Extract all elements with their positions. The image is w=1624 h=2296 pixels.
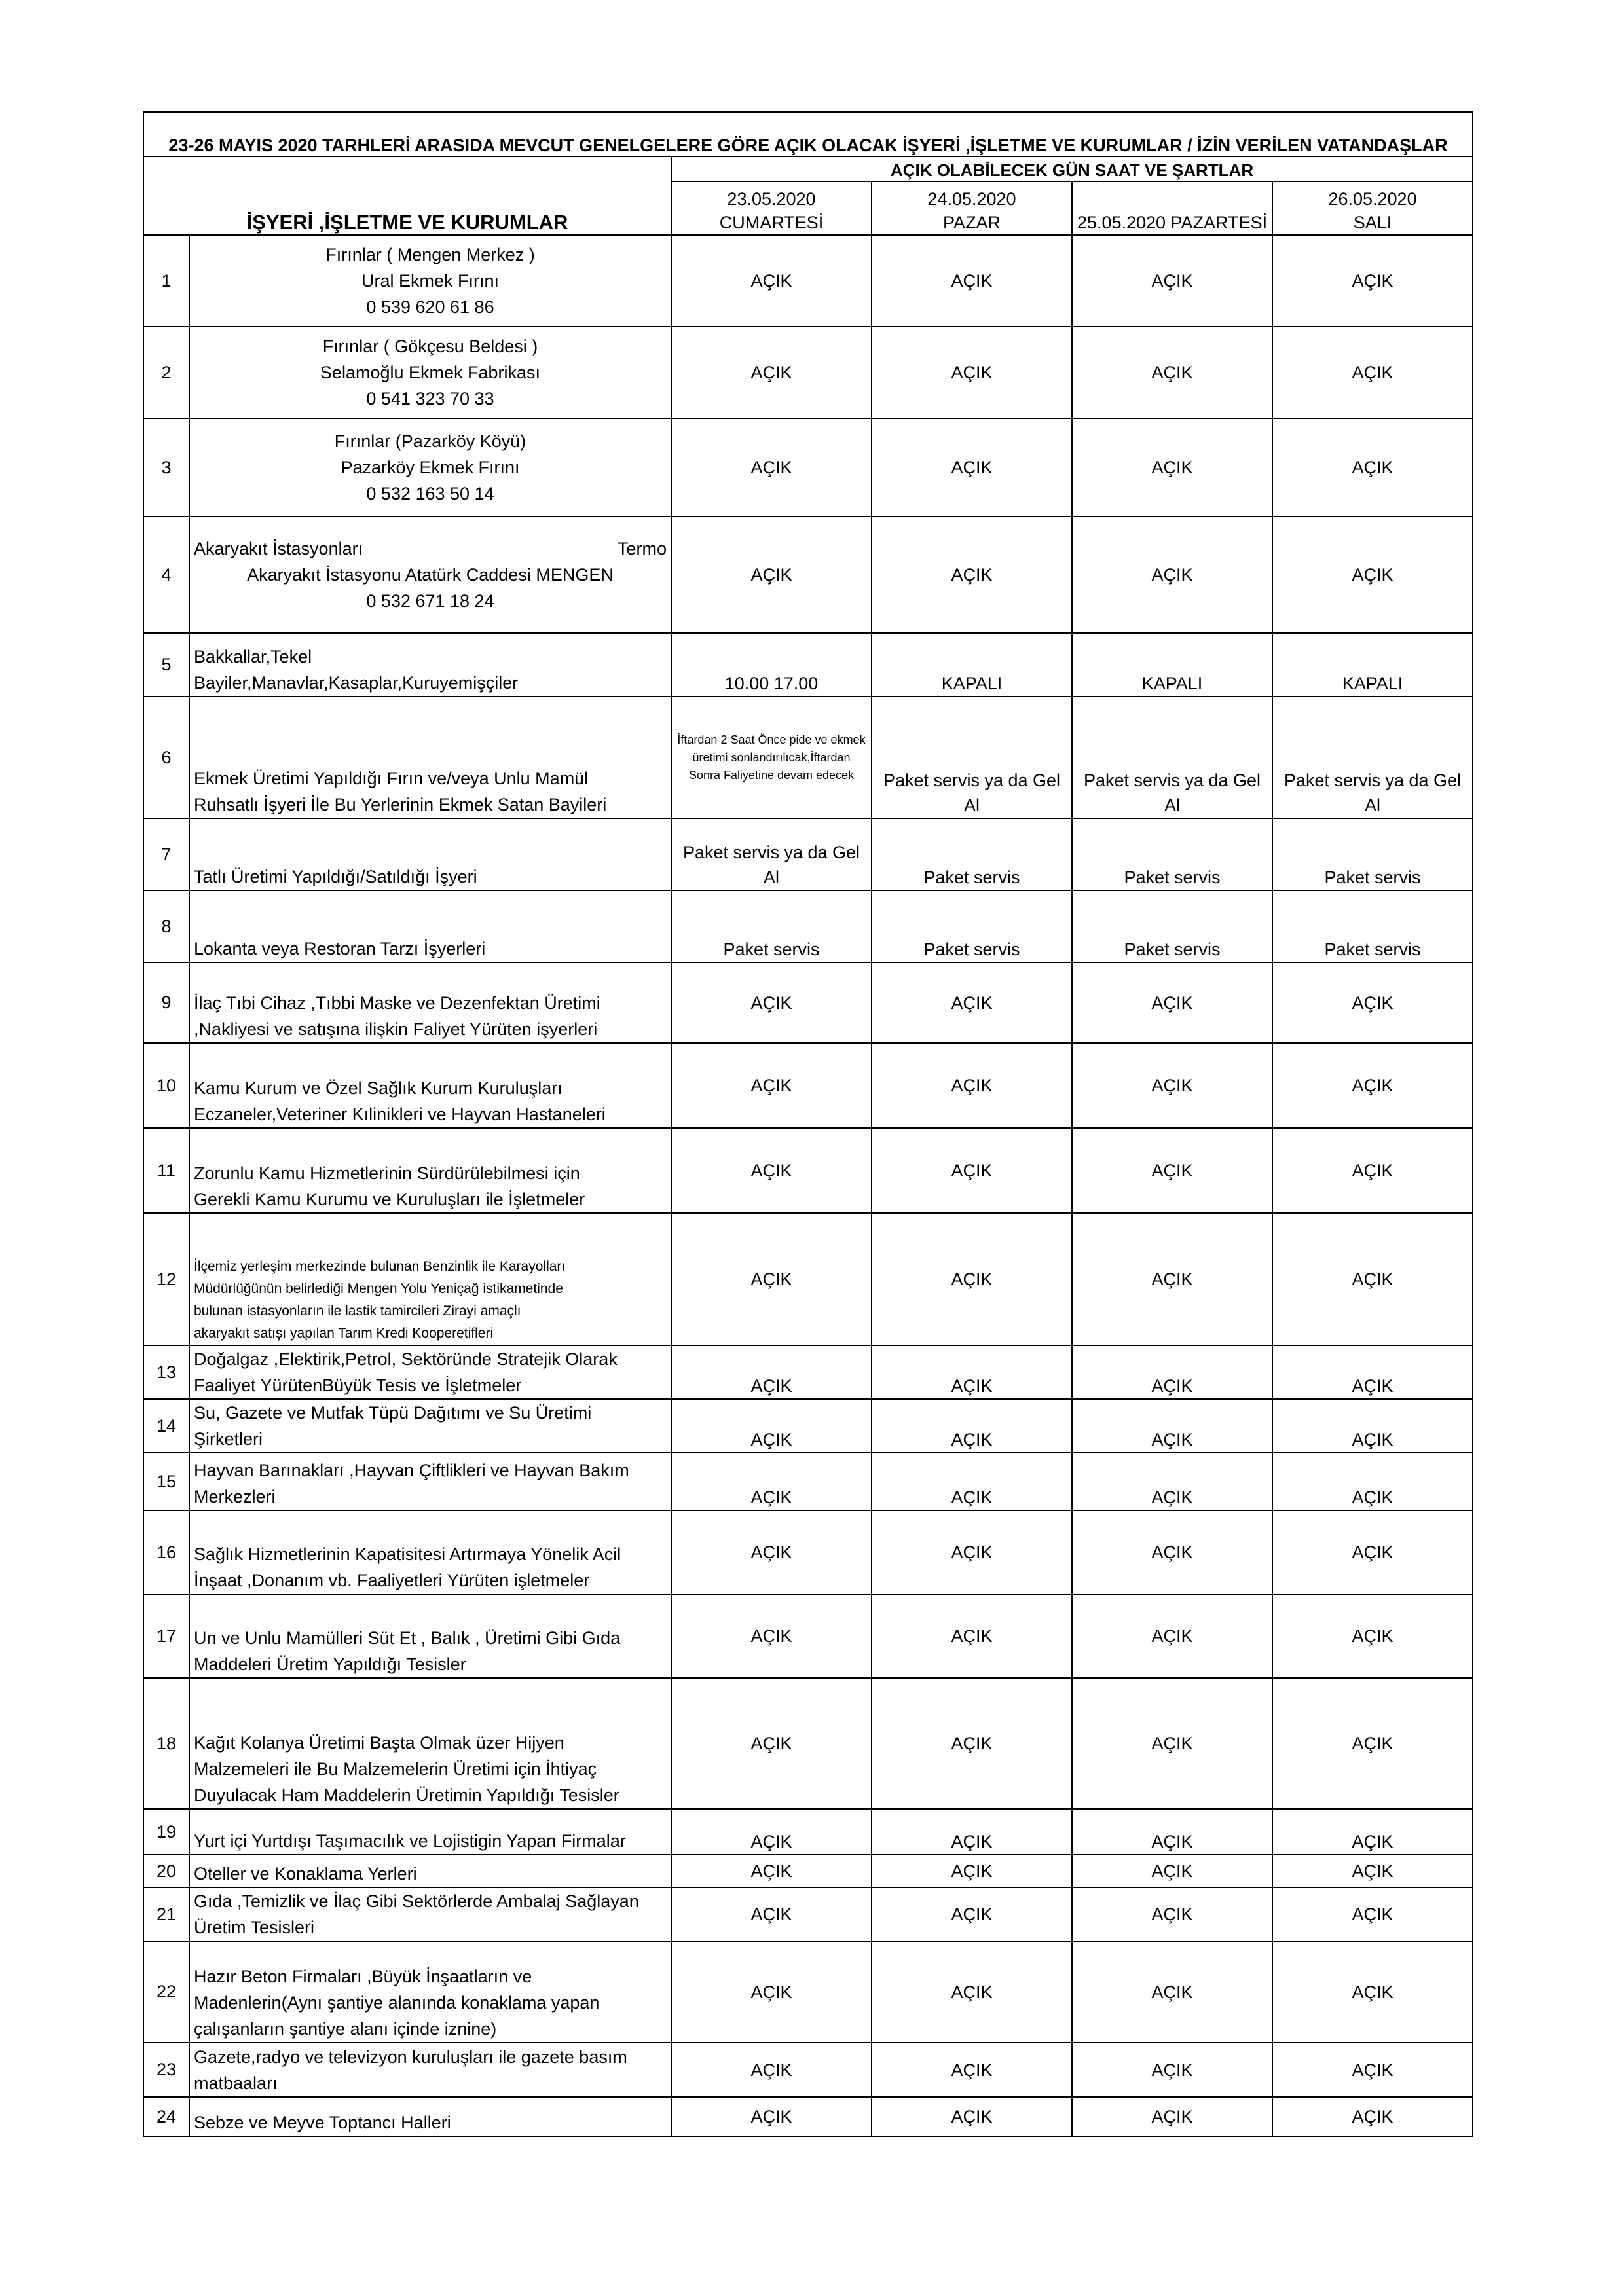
status-cell-day-4: AÇIK <box>1272 1043 1473 1128</box>
row-number: 17 <box>143 1594 189 1678</box>
establishment-line: Fırınlar ( Mengen Merkez ) <box>325 245 535 264</box>
status-cell-day-1: AÇIK <box>671 1213 872 1345</box>
status-cell-day-3: AÇIK <box>1072 1453 1272 1510</box>
status-cell-day-2: AÇIK <box>872 1678 1072 1809</box>
status-cell-day-4: AÇIK <box>1272 1855 1473 1887</box>
establishment-line: Kamu Kurum ve Özel Sağlık Kurum Kuruluşları <box>194 1078 563 1098</box>
establishment-line: Ekmek Üretimi Yapıldığı Fırın ve/veya Unlu Mamül <box>194 769 589 788</box>
establishment-line: Tatlı Üretimi Yapıldığı/Satıldığı İşyeri <box>194 867 477 886</box>
status-cell-day-1: AÇIK <box>671 2043 872 2097</box>
status-cell-day-1: AÇIK <box>671 1399 872 1453</box>
establishment-name <box>189 1855 671 1887</box>
title-row <box>143 112 1473 156</box>
establishment-name <box>189 962 671 1043</box>
status-cell-day-1: Paket servis ya da Gel Al <box>671 818 872 890</box>
establishment-name <box>189 2097 671 2136</box>
establishment-line: Fırınlar ( Gökçesu Beldesi ) <box>322 337 538 356</box>
table-row <box>143 517 1473 633</box>
status-cell-day-4: AÇIK <box>1272 1594 1473 1678</box>
establishment-line: Sağlık Hizmetlerinin Kapatisitesi Artırmaya Yönelik Acil <box>194 1544 621 1564</box>
row-number: 19 <box>143 1809 189 1855</box>
status-cell-day-3: AÇIK <box>1072 1855 1272 1887</box>
status-cell-day-2: Paket servis <box>872 818 1072 890</box>
establishment-line: ,Nakliyesi ve satışına ilişkin Faliyet Yürüten işyerleri <box>194 1019 598 1039</box>
status-cell-day-2: AÇIK <box>872 235 1072 327</box>
header-day-3 <box>1072 181 1272 235</box>
establishment-line: İnşaat ,Donanım vb. Faaliyetleri Yürüten işletmeler <box>194 1571 590 1590</box>
status-cell-day-1: İftardan 2 Saat Önce pide ve ekmek üretimi sonlandırılıcak,İftardan Sonra Faliyetine devam edecek <box>671 697 872 818</box>
status-cell-day-1: AÇIK <box>671 962 872 1043</box>
header-day-1-name: CUMARTESİ <box>719 213 824 232</box>
establishment-line: Doğalgaz ,Elektirik,Petrol, Sektöründe Stratejik Olarak <box>194 1349 618 1369</box>
establishment-line: Bakkallar,Tekel <box>194 647 312 666</box>
status-cell-day-3: AÇIK <box>1072 1399 1272 1453</box>
establishment-name <box>189 1594 671 1678</box>
status-cell-day-1: AÇIK <box>671 1594 872 1678</box>
row-number: 13 <box>143 1345 189 1399</box>
schedule-body <box>143 112 1473 2136</box>
establishment-line: Bayiler,Manavlar,Kasaplar,Kuruyemişçiler <box>194 673 519 693</box>
row-number: 21 <box>143 1887 189 1941</box>
status-cell-day-2: AÇIK <box>872 1399 1072 1453</box>
status-cell-day-1: AÇIK <box>671 1941 872 2043</box>
table-row <box>143 2043 1473 2097</box>
status-cell-day-4: AÇIK <box>1272 1510 1473 1594</box>
status-cell-day-2: AÇIK <box>872 962 1072 1043</box>
establishment-line: akaryakıt satışı yapılan Tarım Kredi Kooperetifleri <box>194 1326 494 1341</box>
establishment-name <box>189 327 671 418</box>
status-cell-day-3: AÇIK <box>1072 1809 1272 1855</box>
establishment-line: Su, Gazete ve Mutfak Tüpü Dağıtımı ve Su Üretimi <box>194 1403 592 1423</box>
status-cell-day-2: AÇIK <box>872 1043 1072 1128</box>
table-row <box>143 1941 1473 2043</box>
establishment-line: Termo <box>617 539 667 558</box>
status-cell-day-3: AÇIK <box>1072 2097 1272 2136</box>
establishment-line: Hazır Beton Firmaları ,Büyük İnşaatların ve <box>194 1967 532 1986</box>
establishment-line: 0 539 620 61 86 <box>366 297 494 317</box>
status-cell-day-1: AÇIK <box>671 235 872 327</box>
header-day-3-date: 25.05.2020 PAZARTESİ <box>1077 213 1268 232</box>
establishment-line: Üretim Tesisleri <box>194 1918 315 1937</box>
header-day-4-name: SALI <box>1353 213 1392 232</box>
table-row <box>143 697 1473 818</box>
status-cell-day-2: AÇIK <box>872 1510 1072 1594</box>
establishment-line: matbaaları <box>194 2073 278 2093</box>
row-number: 2 <box>143 327 189 418</box>
row-number: 12 <box>143 1213 189 1345</box>
row-number: 4 <box>143 517 189 633</box>
header-day-2-name: PAZAR <box>942 213 1001 232</box>
status-cell-day-2: AÇIK <box>872 1855 1072 1887</box>
establishment-name <box>189 1128 671 1213</box>
status-cell-day-4: AÇIK <box>1272 1809 1473 1855</box>
establishment-line: Fırınlar (Pazarköy Köyü) <box>334 431 526 451</box>
establishment-line: Gıda ,Temizlik ve İlaç Gibi Sektörlerde Ambalaj Sağlayan <box>194 1891 639 1911</box>
establishment-name <box>189 818 671 890</box>
row-number: 20 <box>143 1855 189 1887</box>
status-cell-day-1: AÇIK <box>671 1678 872 1809</box>
table-row <box>143 1678 1473 1809</box>
status-cell-day-3: AÇIK <box>1072 1887 1272 1941</box>
status-cell-day-2: KAPALI <box>872 633 1072 697</box>
establishment-line: Lokanta veya Restoran Tarzı İşyerleri <box>194 939 486 958</box>
status-cell-day-3: AÇIK <box>1072 418 1272 517</box>
status-cell-day-2: AÇIK <box>872 1594 1072 1678</box>
establishment-line: Yurt içi Yurtdışı Taşımacılık ve Lojistigin Yapan Firmalar <box>194 1831 626 1851</box>
status-cell-day-3: AÇIK <box>1072 327 1272 418</box>
establishment-line: Sebze ve Meyve Toptancı Halleri <box>194 2113 451 2132</box>
row-number: 7 <box>143 818 189 890</box>
status-cell-day-1: AÇIK <box>671 418 872 517</box>
establishment-line: Hayvan Barınakları ,Hayvan Çiftlikleri ve Hayvan Bakım <box>194 1461 629 1480</box>
establishment-line: Zorunlu Kamu Hizmetlerinin Sürdürülebilmesi için <box>194 1163 580 1183</box>
establishment-name <box>189 2043 671 2097</box>
status-cell-day-3: AÇIK <box>1072 1213 1272 1345</box>
row-number: 24 <box>143 2097 189 2136</box>
status-cell-day-4: AÇIK <box>1272 1678 1473 1809</box>
row-number: 23 <box>143 2043 189 2097</box>
status-cell-day-3: Paket servis <box>1072 890 1272 962</box>
row-number: 8 <box>143 890 189 962</box>
status-cell-day-4: AÇIK <box>1272 1213 1473 1345</box>
establishment-line: Eczaneler,Veteriner Kılinikleri ve Hayvan Hastaneleri <box>194 1104 606 1124</box>
status-cell-day-4: KAPALI <box>1272 633 1473 697</box>
header-establishments: İŞYERİ ,İŞLETME VE KURUMLAR <box>143 156 671 235</box>
document-title: 23-26 MAYIS 2020 TARHLERİ ARASIDA MEVCUT GENELGELERE GÖRE AÇIK OLACAK İŞYERİ ,İŞLETME VE KURUMLAR / İZİN VERİLEN VATANDAŞLAR <box>143 112 1473 156</box>
status-cell-day-2: AÇIK <box>872 1887 1072 1941</box>
status-cell-day-4: AÇIK <box>1272 418 1473 517</box>
establishment-line: Ruhsatlı İşyeri İle Bu Yerlerinin Ekmek Satan Bayileri <box>194 795 607 814</box>
establishment-line-group <box>194 536 667 562</box>
table-row <box>143 1213 1473 1345</box>
status-cell-day-4: AÇIK <box>1272 1453 1473 1510</box>
row-number: 11 <box>143 1128 189 1213</box>
status-cell-day-2: AÇIK <box>872 1128 1072 1213</box>
status-cell-day-2: AÇIK <box>872 517 1072 633</box>
header-day-2 <box>872 181 1072 235</box>
header-day-1 <box>671 181 872 235</box>
header-day-1-date: 23.05.2020 <box>727 189 816 209</box>
table-row <box>143 1399 1473 1453</box>
status-cell-day-3: AÇIK <box>1072 1043 1272 1128</box>
status-cell-day-2: AÇIK <box>872 2043 1072 2097</box>
status-cell-day-1: AÇIK <box>671 1510 872 1594</box>
status-cell-day-1: AÇIK <box>671 1128 872 1213</box>
status-cell-day-3: Paket servis <box>1072 818 1272 890</box>
table-row <box>143 890 1473 962</box>
table-row <box>143 1887 1473 1941</box>
header-day-4-date: 26.05.2020 <box>1328 189 1417 209</box>
row-number: 16 <box>143 1510 189 1594</box>
header-row-top <box>143 156 1473 181</box>
establishment-name <box>189 418 671 517</box>
status-cell-day-3: KAPALI <box>1072 633 1272 697</box>
status-cell-day-4: AÇIK <box>1272 1941 1473 2043</box>
establishment-name <box>189 1213 671 1345</box>
row-number: 22 <box>143 1941 189 2043</box>
table-row <box>143 1809 1473 1855</box>
row-number: 9 <box>143 962 189 1043</box>
status-cell-day-1: AÇIK <box>671 1887 872 1941</box>
status-cell-day-4: AÇIK <box>1272 1345 1473 1399</box>
status-cell-day-1: AÇIK <box>671 1043 872 1128</box>
table-row <box>143 1453 1473 1510</box>
status-cell-day-4: AÇIK <box>1272 517 1473 633</box>
establishment-line: Ural Ekmek Fırını <box>361 271 500 291</box>
establishment-line: İlaç Tıbi Cihaz ,Tıbbi Maske ve Dezenfektan Üretimi <box>194 993 600 1013</box>
row-number: 14 <box>143 1399 189 1453</box>
status-cell-day-3: AÇIK <box>1072 1345 1272 1399</box>
establishment-name <box>189 1941 671 2043</box>
row-number: 6 <box>143 697 189 818</box>
status-cell-day-2: AÇIK <box>872 1941 1072 2043</box>
establishment-line: Pazarköy Ekmek Fırını <box>341 458 520 477</box>
table-row <box>143 1345 1473 1399</box>
table-row <box>143 818 1473 890</box>
status-cell-day-1: AÇIK <box>671 1809 872 1855</box>
status-cell-day-4: Paket servis ya da Gel Al <box>1272 697 1473 818</box>
establishment-line: çalışanların şantiye alanı içinde iznine) <box>194 2019 497 2039</box>
status-cell-day-4: Paket servis <box>1272 890 1473 962</box>
status-cell-day-3: AÇIK <box>1072 1678 1272 1809</box>
row-number: 1 <box>143 235 189 327</box>
establishment-name <box>189 1453 671 1510</box>
table-row <box>143 1043 1473 1128</box>
table-row <box>143 327 1473 418</box>
header-day-4 <box>1272 181 1473 235</box>
status-cell-day-4: AÇIK <box>1272 327 1473 418</box>
schedule-table <box>143 111 1473 2137</box>
establishment-name <box>189 1399 671 1453</box>
establishment-line: Faaliyet YürütenBüyük Tesis ve İşletmeler <box>194 1376 522 1395</box>
establishment-line: Akaryakıt İstasyonları <box>194 539 363 558</box>
establishment-line: Un ve Unlu Mamülleri Süt Et , Balık , Üretimi Gibi Gıda <box>194 1628 621 1648</box>
establishment-line: Duyulacak Ham Maddelerin Üretimin Yapıldığı Tesisler <box>194 1785 619 1805</box>
establishment-line: Kağıt Kolanya Üretimi Başta Olmak üzer Hijyen <box>194 1733 564 1753</box>
row-number: 5 <box>143 633 189 697</box>
status-cell-day-1: AÇIK <box>671 517 872 633</box>
status-cell-day-2: AÇIK <box>872 2097 1072 2136</box>
table-row <box>143 1855 1473 1887</box>
status-cell-day-2: Paket servis <box>872 890 1072 962</box>
establishment-name <box>189 1043 671 1128</box>
status-cell-day-1: AÇIK <box>671 1345 872 1399</box>
table-row <box>143 1128 1473 1213</box>
status-cell-day-3: AÇIK <box>1072 1128 1272 1213</box>
establishment-name <box>189 1678 671 1809</box>
status-cell-day-3: AÇIK <box>1072 517 1272 633</box>
status-cell-day-1: AÇIK <box>671 327 872 418</box>
establishment-line: Müdürlüğünün belirlediği Mengen Yolu Yeniçağ istikametinde <box>194 1281 563 1296</box>
status-cell-day-1: AÇIK <box>671 1453 872 1510</box>
status-cell-day-2: AÇIK <box>872 1453 1072 1510</box>
header-day-2-date: 24.05.2020 <box>927 189 1016 209</box>
establishment-line: 0 532 163 50 14 <box>366 484 494 503</box>
table-row <box>143 1594 1473 1678</box>
establishment-line: Şirketleri <box>194 1429 263 1449</box>
status-cell-day-2: AÇIK <box>872 1809 1072 1855</box>
establishment-name <box>189 890 671 962</box>
establishment-line: Gerekli Kamu Kurumu ve Kuruluşları ile İşletmeler <box>194 1190 585 1209</box>
row-number: 15 <box>143 1453 189 1510</box>
establishment-line: 0 532 671 18 24 <box>366 591 494 611</box>
row-number: 18 <box>143 1678 189 1809</box>
establishment-name <box>189 633 671 697</box>
status-cell-day-4: AÇIK <box>1272 962 1473 1043</box>
status-cell-day-4: AÇIK <box>1272 2097 1473 2136</box>
status-cell-day-3: AÇIK <box>1072 1510 1272 1594</box>
table-row <box>143 962 1473 1043</box>
status-cell-day-2: AÇIK <box>872 327 1072 418</box>
status-cell-day-4: AÇIK <box>1272 1399 1473 1453</box>
establishment-line: Selamoğlu Ekmek Fabrikası <box>320 363 541 382</box>
establishment-name <box>189 1510 671 1594</box>
establishment-line: Maddeleri Üretim Yapıldığı Tesisler <box>194 1654 466 1674</box>
establishment-name <box>189 517 671 633</box>
status-cell-day-3: AÇIK <box>1072 1941 1272 2043</box>
table-row <box>143 633 1473 697</box>
status-cell-day-2: AÇIK <box>872 1213 1072 1345</box>
table-row <box>143 2097 1473 2136</box>
status-cell-day-2: AÇIK <box>872 1345 1072 1399</box>
establishment-line: 0 541 323 70 33 <box>366 389 494 409</box>
establishment-line: Gazete,radyo ve televizyon kuruluşları ile gazete basım <box>194 2047 627 2067</box>
table-row <box>143 235 1473 327</box>
row-number: 10 <box>143 1043 189 1128</box>
status-cell-day-3: Paket servis ya da Gel Al <box>1072 697 1272 818</box>
establishment-line: İlçemiz yerleşim merkezinde bulunan Benzinlik ile Karayolları <box>194 1259 566 1274</box>
status-cell-day-4: AÇIK <box>1272 235 1473 327</box>
establishment-name <box>189 1887 671 1941</box>
establishment-name <box>189 1809 671 1855</box>
status-cell-day-3: AÇIK <box>1072 235 1272 327</box>
row-number: 3 <box>143 418 189 517</box>
status-cell-day-1: Paket servis <box>671 890 872 962</box>
status-cell-day-1: AÇIK <box>671 1855 872 1887</box>
establishment-name <box>189 1345 671 1399</box>
table-row <box>143 418 1473 517</box>
establishment-line: bulunan istasyonların ile lastik tamircileri Zirayi amaçlı <box>194 1303 521 1319</box>
status-cell-day-2: AÇIK <box>872 418 1072 517</box>
establishment-line: Merkezleri <box>194 1487 276 1506</box>
status-cell-day-4: Paket servis <box>1272 818 1473 890</box>
establishment-name <box>189 697 671 818</box>
establishment-line: Madenlerin(Aynı şantiye alanında konaklama yapan <box>194 1993 600 2013</box>
status-cell-day-3: AÇIK <box>1072 2043 1272 2097</box>
status-cell-day-4: AÇIK <box>1272 1128 1473 1213</box>
status-cell-day-1: AÇIK <box>671 2097 872 2136</box>
establishment-name <box>189 235 671 327</box>
status-cell-day-3: AÇIK <box>1072 962 1272 1043</box>
status-cell-day-4: AÇIK <box>1272 1887 1473 1941</box>
status-cell-day-2: Paket servis ya da Gel Al <box>872 697 1072 818</box>
header-open-conditions: AÇIK OLABİLECEK GÜN SAAT VE ŞARTLAR <box>671 156 1473 181</box>
establishment-line: Malzemeleri ile Bu Malzemelerin Üretimi için İhtiyaç <box>194 1759 597 1779</box>
status-cell-day-4: AÇIK <box>1272 2043 1473 2097</box>
establishment-line: Akaryakıt İstasyonu Atatürk Caddesi MENGEN <box>247 565 614 585</box>
status-cell-day-3: AÇIK <box>1072 1594 1272 1678</box>
table-row <box>143 1510 1473 1594</box>
establishment-line: Oteller ve Konaklama Yerleri <box>194 1864 417 1884</box>
status-cell-day-1: 10.00 17.00 <box>671 633 872 697</box>
